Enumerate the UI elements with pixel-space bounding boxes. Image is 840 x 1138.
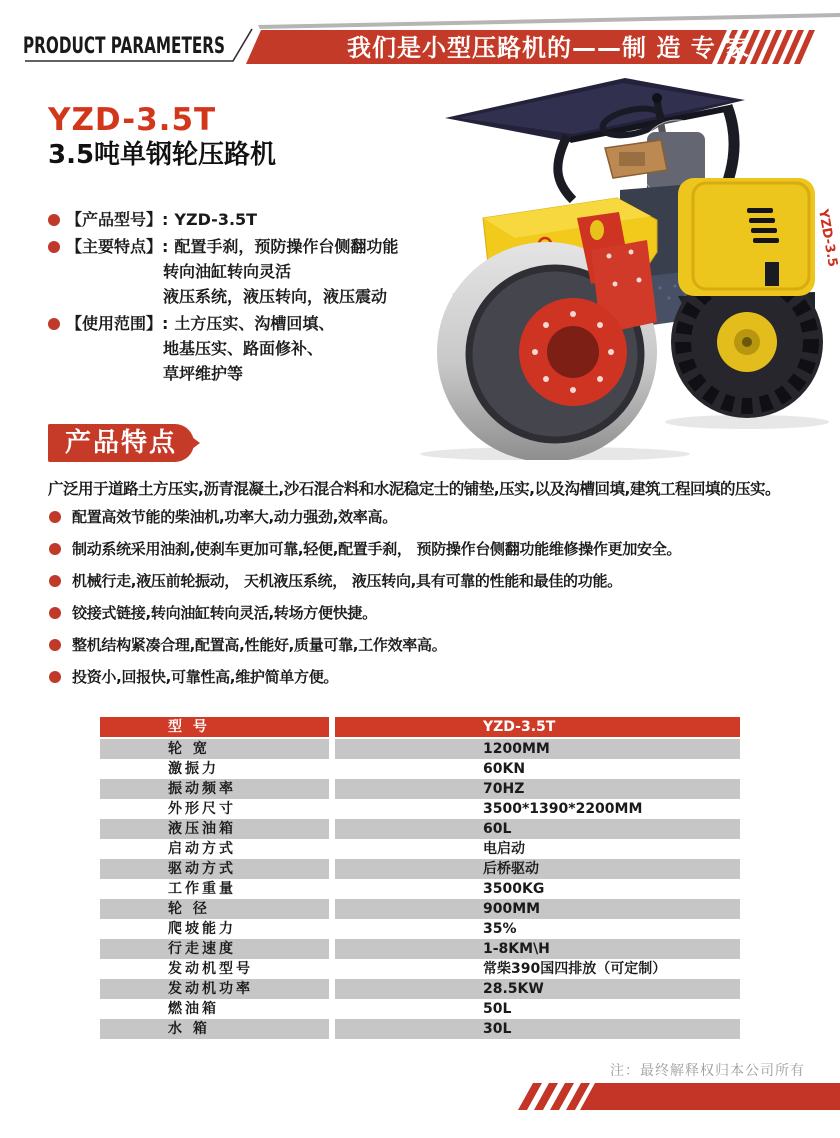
spec-row-label: 液压油箱 bbox=[100, 819, 329, 839]
feature-item bbox=[48, 508, 828, 527]
spec-group-features bbox=[48, 237, 408, 307]
feature-item bbox=[48, 572, 828, 591]
spec-row-label: 发动机型号 bbox=[168, 961, 253, 977]
spec-row-value: 900MM bbox=[335, 899, 740, 919]
feature-text: 投资小,回报快,可靠性高,维护简单方便。 bbox=[72, 668, 339, 686]
engine-cover bbox=[678, 178, 840, 296]
page-title: PRODUCT PARAMETERS bbox=[23, 34, 225, 59]
spec-row-label: 驱动方式 bbox=[100, 859, 329, 879]
table-row bbox=[100, 759, 740, 779]
spec-row-value: 1200MM bbox=[335, 739, 740, 759]
bullet-icon bbox=[48, 214, 60, 226]
feature-item bbox=[48, 540, 828, 559]
spec-row-value: 3500KG bbox=[483, 881, 545, 897]
table-row bbox=[100, 939, 740, 959]
spec-value-line: 液压系统，液压转向，液压震动 bbox=[163, 287, 388, 306]
table-row bbox=[100, 1019, 740, 1039]
table-row bbox=[100, 959, 740, 979]
spec-label: 【主要特点】: bbox=[66, 237, 169, 256]
table-row bbox=[100, 819, 740, 839]
footer-red-bar bbox=[580, 1083, 840, 1110]
table-header-value: YZD-3.5T bbox=[335, 717, 740, 737]
table-row bbox=[100, 919, 740, 939]
footer-bar bbox=[0, 1078, 840, 1118]
spec-group-usage bbox=[48, 314, 408, 384]
spec-row-value: 常柴390国四排放（可定制） bbox=[483, 961, 667, 977]
spec-row-label: 外形尺寸 bbox=[168, 801, 236, 817]
spec-row-label: 工作重量 bbox=[168, 881, 236, 897]
disclaimer-note: 注：最终解释权归本公司所有 bbox=[610, 1063, 805, 1079]
spec-value: YZD-3.5T bbox=[174, 210, 258, 229]
table-row bbox=[100, 879, 740, 899]
footer-hazard-stripes bbox=[518, 1083, 590, 1110]
spec-value-line: 地基压实、路面修补、 bbox=[163, 339, 324, 358]
spec-label: 【产品型号】: bbox=[66, 210, 169, 229]
product-name: 3.5吨单钢轮压路机 bbox=[48, 140, 277, 170]
spec-row-label: 燃油箱 bbox=[168, 1001, 219, 1017]
spec-table bbox=[100, 717, 740, 1039]
feature-text: 配置高效节能的柴油机,功率大,动力强劲,效率高。 bbox=[72, 508, 397, 526]
spec-row-value: 1-8KM\H bbox=[335, 939, 740, 959]
top-spec-list bbox=[48, 210, 408, 391]
bullet-icon bbox=[49, 671, 61, 683]
spec-row-value: 60KN bbox=[483, 761, 526, 777]
table-row bbox=[100, 839, 740, 859]
spec-row-label: 激振力 bbox=[168, 761, 219, 777]
feature-item bbox=[48, 604, 828, 623]
features-intro: 广泛用于道路土方压实,沥青混凝土,沙石混合料和水泥稳定士的铺垫,压实,以及沟槽回填,建筑工程回填的压实。 bbox=[48, 480, 780, 498]
table-row bbox=[100, 979, 740, 999]
spec-row-value: 3500*1390*2200MM bbox=[483, 801, 643, 817]
table-row bbox=[100, 779, 740, 799]
spec-label: 【使用范围】: bbox=[66, 314, 169, 333]
section-title-banner: 产品特点 bbox=[48, 424, 194, 462]
bullet-icon bbox=[49, 607, 61, 619]
table-row bbox=[100, 999, 740, 1019]
feature-text: 整机结构紧凑合理,配置高,性能好,质量可靠,工作效率高。 bbox=[72, 636, 447, 654]
bullet-icon bbox=[49, 511, 61, 523]
feature-item bbox=[48, 668, 828, 687]
spec-row-label: 轮 宽 bbox=[100, 739, 329, 759]
spec-row-value: 后桥驱动 bbox=[335, 859, 740, 879]
spec-row-label: 行走速度 bbox=[100, 939, 329, 959]
spec-row-label: 轮 径 bbox=[100, 899, 329, 919]
spec-row-label: 发动机功率 bbox=[100, 979, 329, 999]
spec-row-value: 70HZ bbox=[335, 779, 740, 799]
spec-row-value: 电启动 bbox=[483, 841, 525, 857]
spec-row-value: 35% bbox=[483, 921, 517, 937]
machine-badge: YZD-3.5 bbox=[815, 208, 840, 269]
spec-value-line: 草坪维护等 bbox=[163, 364, 244, 383]
table-row bbox=[100, 859, 740, 879]
bullet-icon bbox=[49, 543, 61, 555]
spec-value: 土方压实、沟槽回填、 bbox=[174, 314, 335, 333]
header-shadow-band bbox=[258, 13, 840, 29]
spec-table-rows bbox=[100, 739, 740, 1039]
feature-text: 机械行走,液压前轮振动， 天机液压系统， 液压转向,具有可靠的性能和最佳的功能。 bbox=[72, 572, 622, 590]
bullet-icon bbox=[48, 318, 60, 330]
product-photo bbox=[395, 70, 840, 460]
spec-row-label: 爬坡能力 bbox=[168, 921, 236, 937]
table-header-row bbox=[100, 717, 740, 737]
spec-value-line: 转向油缸转向灵活 bbox=[163, 262, 292, 281]
table-row bbox=[100, 799, 740, 819]
spec-row-label: 水 箱 bbox=[100, 1019, 329, 1039]
feature-list bbox=[48, 508, 828, 700]
spec-row-value: 28.5KW bbox=[335, 979, 740, 999]
feature-item bbox=[48, 636, 828, 655]
spec-row-label: 振动频率 bbox=[100, 779, 329, 799]
spec-value: 配置手刹，预防操作台侧翻功能 bbox=[174, 237, 399, 256]
spec-row-label: 启动方式 bbox=[168, 841, 236, 857]
spec-row-value: 50L bbox=[483, 1001, 512, 1017]
table-row bbox=[100, 739, 740, 759]
feature-text: 制动系统采用油刹,使刹车更加可靠,轻便,配置手刹， 预防操作台侧翻功能维修操作更加安全。 bbox=[72, 540, 682, 558]
spec-row-value: 60L bbox=[335, 819, 740, 839]
product-code: YZD-3.5T bbox=[48, 102, 217, 138]
feature-text: 铰接式链接,转向油缸转向灵活,转场方便快捷。 bbox=[72, 604, 377, 622]
bullet-icon bbox=[49, 575, 61, 587]
spec-group-model bbox=[48, 210, 408, 230]
header-banner-slogan: 我们是小型压路机的——制 造 专 家 bbox=[347, 34, 751, 62]
bullet-icon bbox=[49, 639, 61, 651]
table-header-label: 型 号 bbox=[100, 717, 329, 737]
table-row bbox=[100, 899, 740, 919]
bullet-icon bbox=[48, 241, 60, 253]
spec-row-value: 30L bbox=[335, 1019, 740, 1039]
